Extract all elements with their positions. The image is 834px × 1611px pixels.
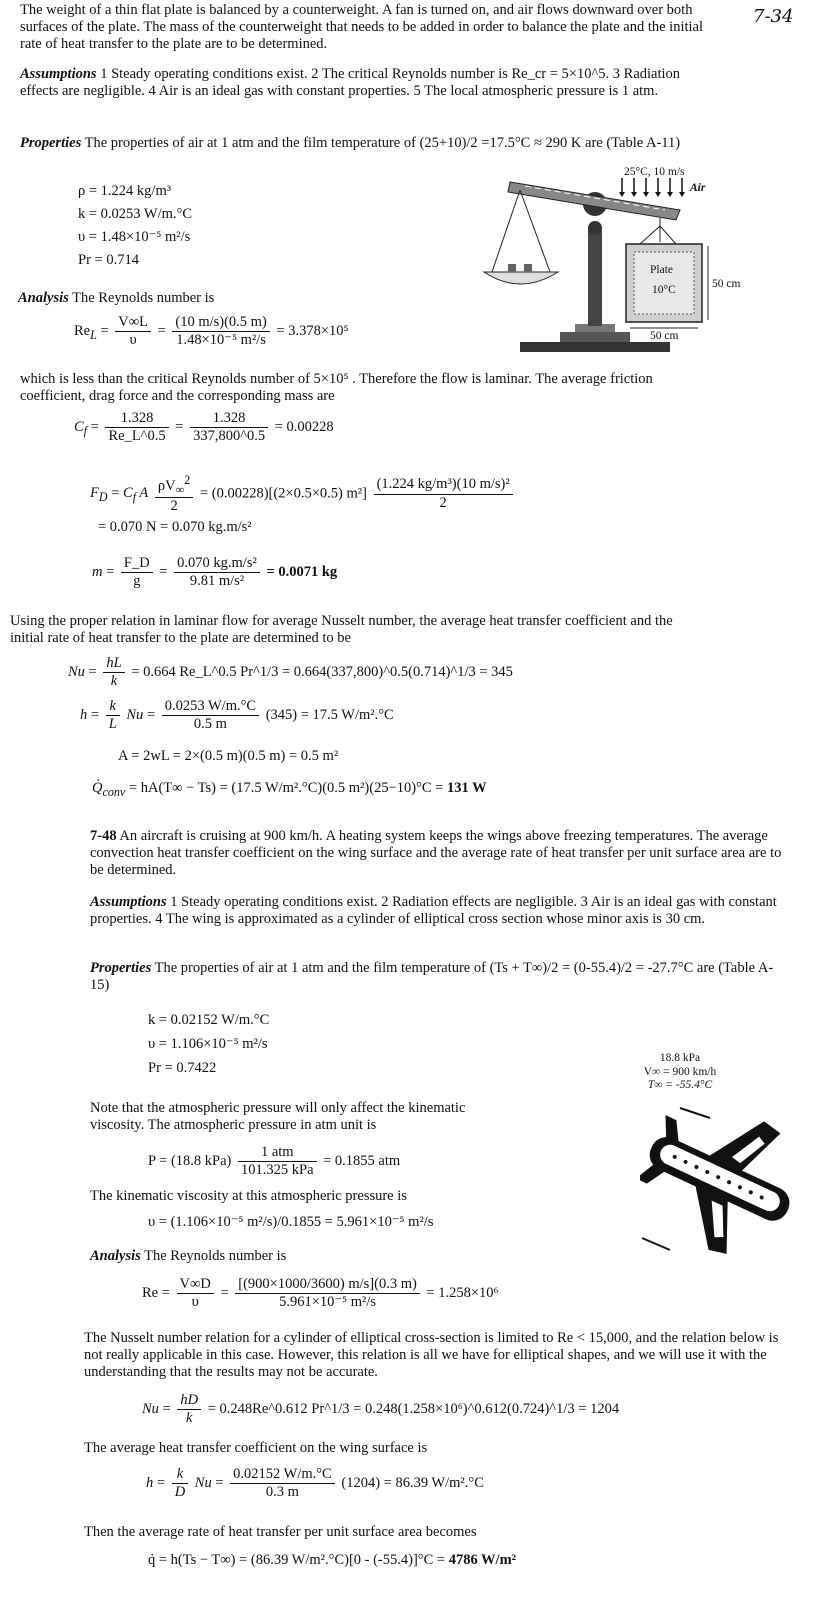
assumptions-text: 1 Steady operating conditions exist. 2 The critical Reynolds number is Re_cr = 5×10^5. 3 Radiation effects are negligible. 4 Air is an ideal gas with constant properties. 5 The local atmospheric pressure is 1 atm. xyxy=(20,66,681,100)
air-label: Air xyxy=(690,182,706,194)
h-text: The average heat transfer coefficient on the wing surface is xyxy=(84,1440,428,1456)
property-prandtl: Pr = 0.714 xyxy=(78,252,139,268)
problem2-properties xyxy=(90,960,790,994)
problem2-intro xyxy=(90,828,790,879)
property-prandtl: Pr = 0.7422 xyxy=(148,1060,217,1076)
problem1-property-list xyxy=(78,180,192,272)
nusselt-equation: Nu = $\frac{hL}{k}$ = 0.664 Re_L^0.5 Pr^1/3 = 0.664(337,800)^0.5(0.714)^1/3 = 345 xyxy=(68,655,513,690)
friction-coefficient-equation: $C_f$ = $\frac{1.328}{Re\_L\^{}0.5}$ = $\frac{1.328}{337,800\^{}0.5}$ = 0.00228 xyxy=(74,410,334,445)
assumptions-label: Assumptions xyxy=(90,894,167,910)
nusselt-equation-2: Nu = $\frac{hD}{k}$ = 0.248Re^0.612 Pr^1/3 = 0.248(1.258×10⁶)^0.612(0.724)^1/3 = 1204 xyxy=(142,1392,620,1427)
plate-height-label: 50 cm xyxy=(712,278,741,290)
q-text: Then the average rate of heat transfer per unit surface area becomes xyxy=(84,1524,477,1540)
plate-width-label: 50 cm xyxy=(650,330,679,342)
aircraft-drawing xyxy=(640,1098,800,1258)
properties-label: Properties xyxy=(90,960,152,976)
margin-note: 7-34 xyxy=(753,6,794,27)
kinematic-viscosity-equation: υ = (1.106×10⁻⁵ m²/s)/0.1855 = 5.961×10⁻⁵ m²/s xyxy=(148,1214,434,1230)
problem2-analysis xyxy=(90,1248,286,1265)
balance-figure xyxy=(480,160,750,360)
analysis-text: The Reynolds number is xyxy=(144,1248,287,1264)
property-conductivity: k = 0.02152 W/m.°C xyxy=(148,1012,270,1028)
heat-transfer-coefficient-equation: h = $\frac{k}{L}$ Nu = $\frac{0.0253 W/m.^\circ C}{0.5 m}$ (345) = 17.5 W/m².°C xyxy=(80,698,394,733)
velocity-label: V∞ = 900 km/h xyxy=(643,1065,717,1078)
problem1-intro: The weight of a thin flat plate is balanced by a counterweight. A fan is turned on, and air flows downward over both surfaces of the plate. The mass of the counterweight that needs to be added in order to balance the plate and the initial rate of heat transfer to the plate are to be determined. xyxy=(20,2,704,53)
property-viscosity: υ = 1.106×10⁻⁵ m²/s xyxy=(148,1036,268,1052)
aircraft-conditions xyxy=(620,1052,740,1093)
analysis-label: Analysis xyxy=(18,290,69,306)
aircraft-figure xyxy=(640,1098,800,1258)
heat-transfer-coefficient-equation-2: h = $\frac{k}{D}$ Nu = $\frac{0.02152 W/m.^\circ C}{0.3 m}$ (1204) = 86.39 W/m².°C xyxy=(146,1466,484,1501)
pressure-note: Note that the atmospheric pressure will only affect the kinematic viscosity. The atmospheric pressure in atm unit is xyxy=(90,1100,466,1134)
temperature-label: T∞ = -55.4°C xyxy=(647,1079,713,1092)
heat-rate-equation: $Q̇_{conv} = hA(T\infty - Ts) = (17.5$ W/m².°C)(0.5 m²)(25−10)°C = 131 W xyxy=(92,780,487,799)
property-density: ρ = 1.224 kg/m³ xyxy=(78,183,172,199)
nusselt-limit-text: The Nusselt number relation for a cylinder of elliptical cross-section is limited to Re < 15,000, and the relation below is not really applicable in this case. However, this relation is all we have for elliptical shapes, and we will use it with the understanding that the results may not be accurate. xyxy=(84,1330,779,1381)
property-viscosity: υ = 1.48×10⁻⁵ m²/s xyxy=(78,229,191,245)
kinematic-viscosity-text: The kinematic viscosity at this atmospheric pressure is xyxy=(90,1188,407,1204)
heat-flux-result: 4786 W/m² xyxy=(448,1552,517,1568)
reynolds-equation-1: $Re_L$ = $\frac{V\infty L}{\upsilon}$ = $\frac{(10 m/s)(0.5 m)}{\text{1.48×10⁻⁵ m²/s}}$ = 3.378×10⁵ xyxy=(74,314,349,349)
ambient-pressure-label: 18.8 kPa xyxy=(659,1052,701,1064)
drag-force-result: = 0.070 N = 0.070 kg.m/s² xyxy=(98,519,252,535)
plate-label: Plate xyxy=(650,264,673,276)
problem2-property-list xyxy=(148,1008,269,1080)
problem2-intro-text: An aircraft is cruising at 900 km/h. A heating system keeps the wings above freezing temperatures. The average convection heat transfer coefficient on the wing surface and the average rate of heat transfer per unit surface area are to be determined. xyxy=(90,828,782,879)
nusselt-text: Using the proper relation in laminar flow for average Nusselt number, the average heat transfer coefficient and the initial rate of heat transfer to the plate are determined to be xyxy=(10,613,673,647)
problem1-assumptions xyxy=(20,66,720,100)
drag-force-equation: $F_D = C_f$ A $\frac{\rho V_\infty^2}{2}$ = (0.00228)[(2×0.5×0.5) m²] $\frac{\text{(1.224 kg/m³)(10 m/s)²}}{2}$ xyxy=(90,473,516,515)
balance-drawing xyxy=(480,160,750,360)
heat-flux-equation: q̇ = h(Ts − T∞) = (86.39 W/m².°C)[0 - (-55.4)]°C = 4786 W/m² xyxy=(148,1552,517,1568)
problem2-assumptions xyxy=(90,894,790,928)
reynolds-equation-2: Re = $\frac{V\infty D}{\upsilon}$ = $\frac{[(900\times 1000/3600) m/s](0.3 m)}{\text{5.961×10⁻⁵ m²/s}}$ = 1.258×10⁶ xyxy=(142,1276,499,1311)
assumptions-label: Assumptions xyxy=(20,66,97,82)
laminar-text: which is less than the critical Reynolds number of 5×10⁵ . Therefore the flow is laminar. The average friction coefficient, drag force and the corresponding mass are xyxy=(20,371,653,405)
problem-number: 7-48 xyxy=(90,828,117,844)
properties-text: The properties of air at 1 atm and the film temperature of (25+10)/2 =17.5°C ≈ 290 K are (Table A-11) xyxy=(84,135,681,151)
air-condition-label: 25°C, 10 m/s xyxy=(624,166,685,178)
analysis-label: Analysis xyxy=(90,1248,141,1264)
problem1-analysis xyxy=(18,290,214,307)
properties-label: Properties xyxy=(20,135,82,151)
pressure-equation: P = (18.8 kPa) $\frac{\text{1 atm}}{\text{101.325 kPa}}$ = 0.1855 atm xyxy=(148,1144,401,1179)
assumptions-text: 1 Steady operating conditions exist. 2 Radiation effects are negligible. 3 Air is an ideal gas with constant properties. 4 The wing is approximated as a cylinder of elliptical cross section whose minor axis is 30 cm. xyxy=(90,894,777,928)
area-equation: A = 2wL = 2×(0.5 m)(0.5 m) = 0.5 m² xyxy=(118,748,339,764)
heat-rate-result: 131 W xyxy=(446,780,487,796)
problem1-properties xyxy=(20,135,720,152)
properties-text: The properties of air at 1 atm and the film temperature of (Ts + T∞)/2 = (0-55.4)/2 = -27.7°C are (Table A-15) xyxy=(90,960,774,994)
property-conductivity: k = 0.0253 W/m.°C xyxy=(78,206,193,222)
plate-temperature-label: 10°C xyxy=(652,284,676,296)
analysis-text: The Reynolds number is xyxy=(72,290,215,306)
mass-equation: m = $\frac{F\_D}{g}$ = $\frac{\text{0.070 kg.m/s²}}{\text{9.81 m/s²}}$ = 0.0071 kg xyxy=(92,555,338,590)
